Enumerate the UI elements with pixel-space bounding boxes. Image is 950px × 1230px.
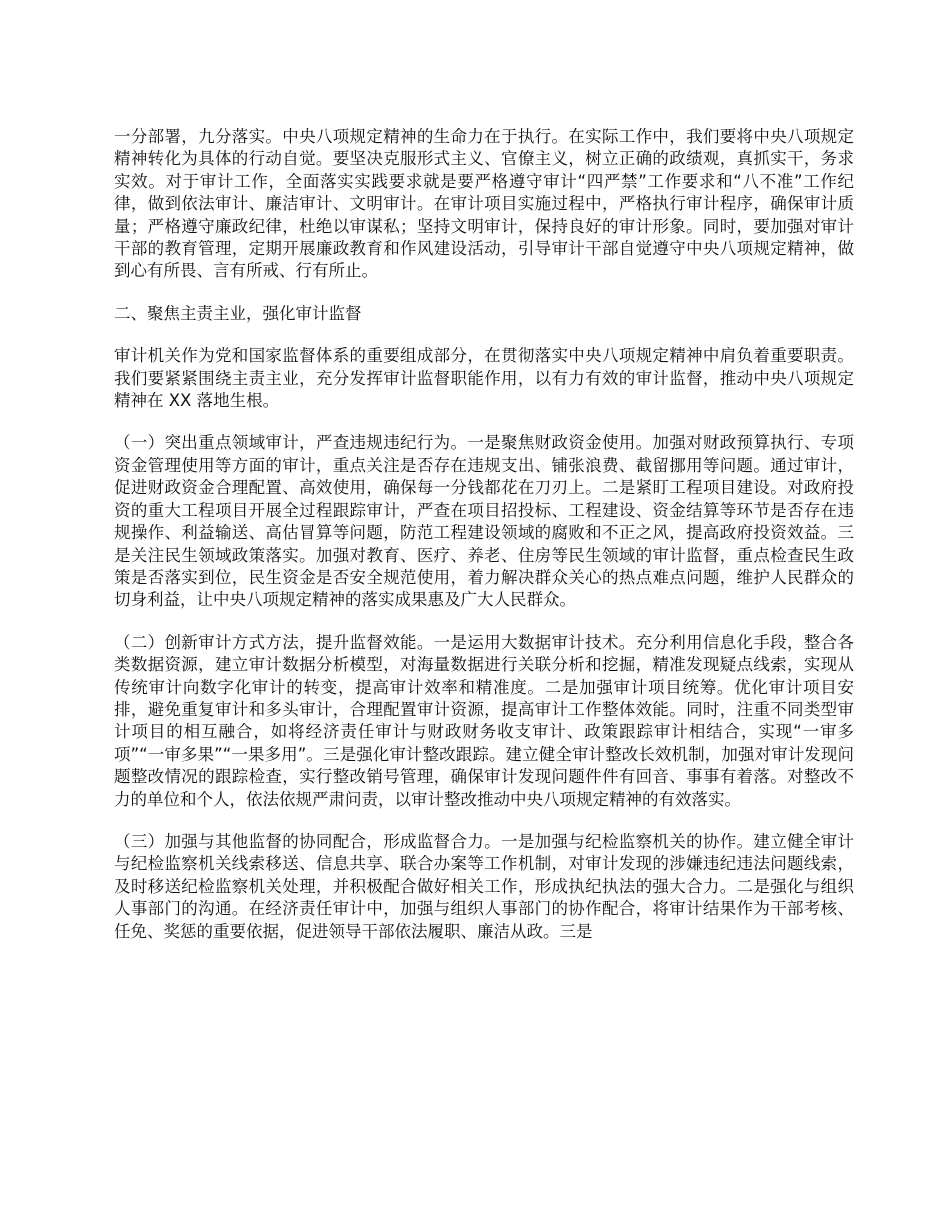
document-body <box>114 126 854 963</box>
paragraph-subsection-3: （三）加强与其他监督的协同配合，形成监督合力。一是加强与纪检监察机关的协作。建立健全审计与纪检监察机关线索移送、信息共享、联合办案等工作机制，对审计发现的涉嫌违纪违法问题线索，及时移送纪检监察机关处理，并积极配合做好相关工作，形成执纪执法的强大合力。二是强化与组织人事部门的沟通。在经济责任审计中，加强与组织人事部门的协作配合，将审计结果作为干部考核、任免、奖惩的重要依据，促进领导干部依法履职、廉洁从政。三是 <box>114 831 854 941</box>
paragraph-audit-role: 审计机关作为党和国家监督体系的重要组成部分，在贯彻落实中央八项规定精神中肩负着重要职责。我们要紧紧围绕主责主业，充分发挥审计监督职能作用，以有力有效的审计监督，推动中央八项规定精神在 XX 落地生根。 <box>114 346 854 411</box>
paragraph-subsection-2: （二）创新审计方式方法，提升监督效能。一是运用大数据审计技术。充分利用信息化手段，整合各类数据资源，建立审计数据分析模型，对海量数据进行关联分析和挖掘，精准发现疑点线索，实现从传统审计向数字化审计的转变，提高审计效率和精准度。二是加强审计项目统筹。优化审计项目安排，避免重复审计和多头审计，合理配置审计资源，提高审计工作整体效能。同时，注重不同类型审计项目的相互融合，如将经济责任审计与财政财务收支审计、政策跟踪审计相结合，实现“一审多项”“一审多果”“一果多用”。三是强化审计整改跟踪。建立健全审计整改长效机制，加强对审计发现问题整改情况的跟踪检查，实行整改销号管理，确保审计发现问题件件有回音、事事有着落。对整改不力的单位和个人，依法依规严肃问责，以审计整改推动中央八项规定精神的有效落实。 <box>114 632 854 809</box>
section-heading-2: 二、聚焦主责主业，强化审计监督 <box>114 303 362 323</box>
paragraph-implementation: 一分部署，九分落实。中央八项规定精神的生命力在于执行。在实际工作中，我们要将中央八项规定精神转化为具体的行动自觉。要坚决克服形式主义、官僚主义，树立正确的政绩观，真抓实干，务求实效。对于审计工作，全面落实实践要求就是要严格遵守审计“四严禁”工作要求和“八不准”工作纪律，做到依法审计、廉洁审计、文明审计。在审计项目实施过程中，严格执行审计程序，确保审计质量；严格遵守廉政纪律，杜绝以审谋私；坚持文明审计，保持良好的审计形象。同时，要加强对审计干部的教育管理，定期开展廉政教育和作风建设活动，引导审计干部自觉遵守中央八项规定精神，做到心有所畏、言有所戒、行有所止。 <box>114 127 854 281</box>
paragraph-subsection-1: （一）突出重点领域审计，严查违规违纪行为。一是聚焦财政资金使用。加强对财政预算执行、专项资金管理使用等方面的审计，重点关注是否存在违规支出、铺张浪费、截留挪用等问题。通过审计，促进财政资金合理配置、高效使用，确保每一分钱都花在刀刃上。二是紧盯工程项目建设。对政府投资的重大工程项目开展全过程跟踪审计，严查在项目招投标、工程建设、资金结算等环节是否存在违规操作、利益输送、高估冒算等问题，防范工程建设领域的腐败和不正之风，提高政府投资效益。三是关注民生领域政策落实。加强对教育、医疗、养老、住房等民生领域的审计监督，重点检查民生政策是否落实到位，民生资金是否安全规范使用，着力解决群众关心的热点难点问题，维护人民群众的切身利益，让中央八项规定精神的落实成果惠及广大人民群众。 <box>114 433 854 610</box>
